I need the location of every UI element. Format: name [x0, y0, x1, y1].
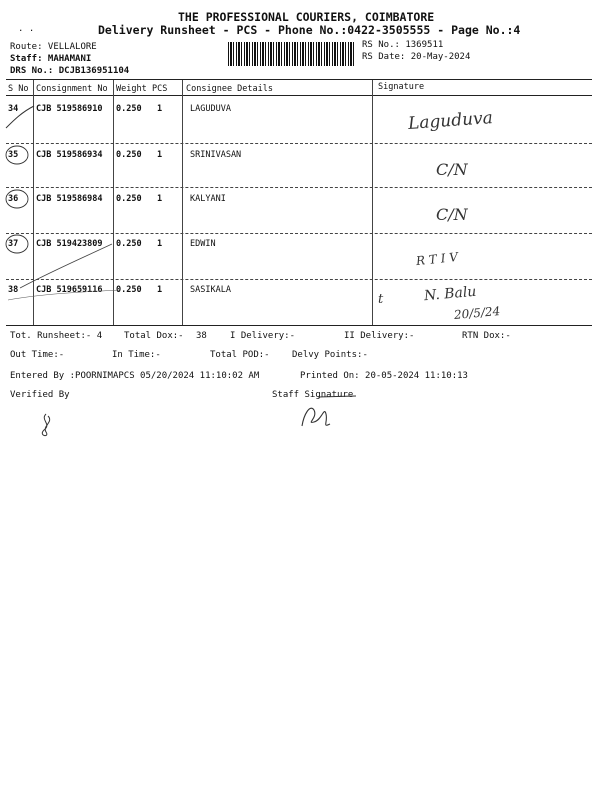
row-consignee: LAGUDUVA — [190, 104, 231, 114]
barcode-image — [228, 42, 354, 66]
row-signature: C/N — [436, 160, 468, 179]
row-weight: 0.250 — [116, 285, 142, 295]
rtn-dox: RTN Dox:- — [462, 331, 511, 341]
row-consignment: CJB 519423809 — [36, 239, 103, 249]
row-consignee: SRINIVASAN — [190, 150, 242, 160]
row-consignment: CJB 519586910 — [36, 104, 103, 114]
table-header-rule — [6, 95, 592, 96]
header-sno: S No — [8, 84, 29, 94]
row-sno: 36 — [8, 194, 19, 204]
col-divider — [372, 80, 373, 325]
runsheet-title: Delivery Runsheet - PCS - Phone No.:0422-3505555 - Page No.:4 — [98, 23, 521, 37]
row-consignment: CJB 519659116 — [36, 285, 103, 295]
staff-signature-label: Staff Signature — [272, 390, 354, 400]
row-signature-mark: t — [378, 292, 384, 307]
row-divider — [6, 143, 592, 144]
delvy-points: Delvy Points:- — [292, 350, 368, 360]
row-sno: 34 — [8, 104, 19, 114]
row-signature: R T I V — [415, 249, 459, 269]
total-dox-label: Total Dox:- — [124, 331, 184, 341]
row-signature: C/N — [436, 205, 468, 224]
row-signature: N. Balu — [423, 283, 477, 305]
col-divider — [33, 80, 34, 325]
row-pcs: 1 — [157, 285, 163, 295]
row-divider — [6, 279, 592, 280]
row-sno: 35 — [8, 150, 19, 160]
header-pcs: PCS — [152, 84, 168, 94]
row-consignment: CJB 519586934 — [36, 150, 103, 160]
total-pod: Total POD:- — [210, 350, 270, 360]
row-divider — [6, 233, 592, 234]
row-pcs: 1 — [157, 239, 163, 249]
verifier-signature — [42, 414, 49, 436]
row-consignee: SASIKALA — [190, 285, 231, 295]
row-pcs: 1 — [157, 104, 163, 114]
route-label: Route: VELLALORE — [10, 42, 97, 52]
header-weight: Weight — [116, 84, 147, 94]
in-time: In Time:- — [112, 350, 161, 360]
row-weight: 0.250 — [116, 150, 142, 160]
row-signature-date: 20/5/24 — [453, 304, 501, 322]
row-sno: 38 — [8, 285, 19, 295]
entered-by: Entered By :POORNIMAPCS 05/20/2024 11:10:02 AM — [10, 371, 260, 381]
table-bottom-rule — [6, 325, 592, 326]
stray-dots: . . — [18, 24, 35, 34]
rs-number: RS No.: 1369511 — [362, 40, 444, 50]
row-consignment: CJB 519586984 — [36, 194, 103, 204]
row-divider — [6, 187, 592, 188]
col-divider — [182, 80, 183, 325]
staff-label: Staff: MAHAMANI — [10, 54, 92, 64]
col-divider — [113, 80, 114, 325]
rs-date: RS Date: 20-May-2024 — [362, 52, 471, 62]
total-dox-value: 38 — [196, 331, 207, 341]
ii-delivery: II Delivery:- — [344, 331, 415, 341]
row-sno: 37 — [8, 239, 19, 249]
row-weight: 0.250 — [116, 104, 142, 114]
header-consignment: Consignment No — [36, 84, 108, 94]
row-signature: Laguduva — [407, 108, 494, 134]
out-time: Out Time:- — [10, 350, 65, 360]
row-pcs: 1 — [157, 194, 163, 204]
i-delivery: I Delivery:- — [230, 331, 296, 341]
header-signature: Signature — [378, 82, 425, 92]
row-consignee: EDWIN — [190, 239, 216, 249]
table-top-rule — [6, 79, 592, 80]
row-weight: 0.250 — [116, 239, 142, 249]
company-name: THE PROFESSIONAL COURIERS, COIMBATORE — [178, 10, 435, 24]
row-pcs: 1 — [157, 150, 163, 160]
printed-on: Printed On: 20-05-2024 11:10:13 — [300, 371, 468, 381]
header-consignee: Consignee Details — [186, 84, 273, 94]
verified-by: Verified By — [10, 390, 70, 400]
row-consignee: KALYANI — [190, 194, 226, 204]
staff-signature — [302, 408, 330, 426]
row-weight: 0.250 — [116, 194, 142, 204]
drs-number: DRS No.: DCJB136951104 — [10, 66, 130, 76]
tot-runsheet: Tot. Runsheet:- 4 — [10, 331, 103, 341]
